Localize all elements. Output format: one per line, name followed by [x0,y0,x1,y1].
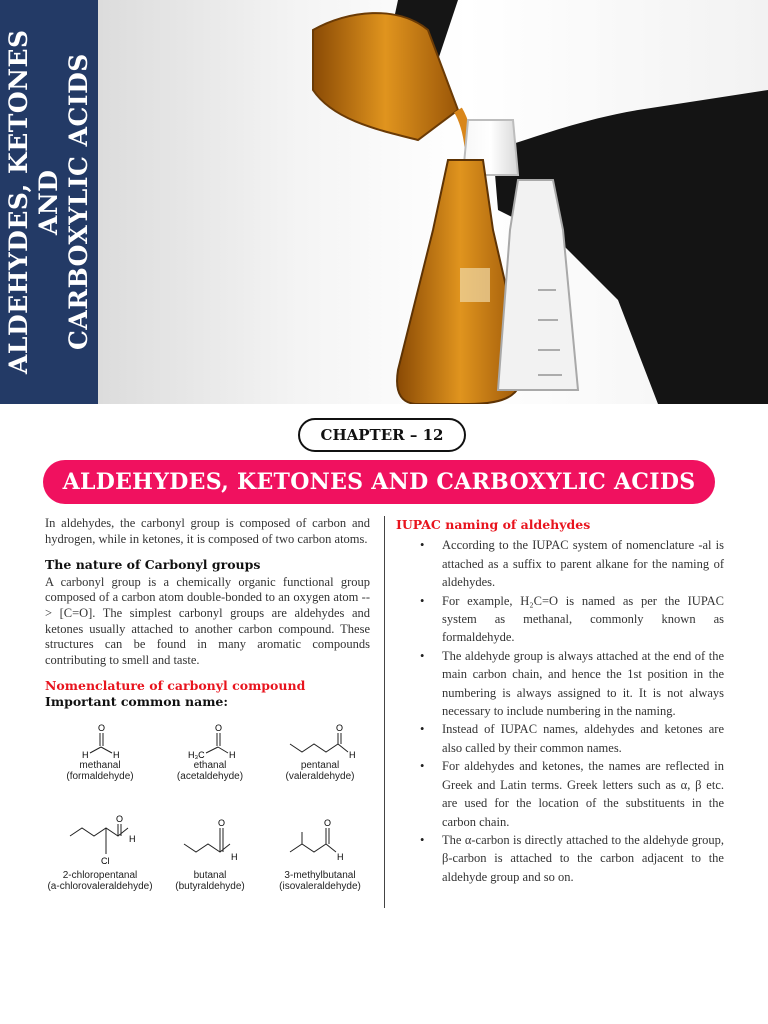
svg-text:H: H [229,750,236,760]
list-item: • The α-carbon is directly attached to the aldehyde group, β-carbon is attached to the carbon adjacent to the aldehyde group and so on. [396,831,724,886]
structure-name: butanal [193,870,227,881]
svg-text:H₃C: H₃C [188,750,205,760]
svg-text:H: H [231,852,238,862]
list-item: • For aldehydes and ketones, the names are reflected in Greek and Latin terms. Greek letters such as α, β etc. are used for the location of the substituents in the carbon chain. [396,757,724,831]
list-item: • According to the IUPAC system of nomenclature -al is attached as a suffix to parent alkane for the naming of aldehydes. [396,536,724,591]
left-column [45,516,370,714]
structure-name: methanal [79,760,121,771]
list-item: • Instead of IUPAC names, aldehydes and ketones are also called by their common names. [396,720,724,757]
svg-text:Cl: Cl [101,856,110,866]
svg-text:O: O [215,723,223,733]
common-names-heading: Important common name: [45,693,228,709]
column-divider [384,516,385,908]
structure-butanal [155,814,265,892]
structure-common: (butyraldehyde) [175,881,245,892]
ethanal-structure-icon [170,722,250,760]
structure-2-chloropentanal [45,814,155,892]
svg-text:O: O [324,818,332,828]
right-column [396,516,724,886]
structure-pentanal [265,722,375,782]
structure-3-methylbutanal [265,814,375,892]
nature-heading: The nature of Carbonyl groups [45,557,261,573]
svg-text:H: H [113,750,120,760]
svg-text:H: H [129,834,136,844]
intro-paragraph: In aldehydes, the carbonyl group is composed of carbon and hydrogen, while in ketones, it is composed of two carbon atoms. [45,516,370,546]
svg-text:H: H [337,852,344,862]
chapter-label: CHAPTER – 12 [298,418,466,452]
iupac-bullet-list [396,536,724,886]
structure-name: 3-methylbutanal [284,870,356,881]
structure-name: 2-chloropentanal [62,870,138,881]
svg-text:O: O [218,818,226,828]
structure-common: (formaldehyde) [66,771,134,782]
banner-photo [98,0,768,404]
structure-name: pentanal [300,760,340,771]
nomenclature-heading: Nomenclature of carbonyl compound [45,678,306,694]
structure-common: (a-chlorovaleraldehyde) [47,881,153,892]
svg-text:O: O [336,723,344,733]
structure-name: ethanal [193,760,227,771]
svg-text:H: H [82,750,89,760]
svg-text:O: O [98,723,106,733]
methanal-structure-icon [60,722,140,760]
list-item: • For example, H₂C=O is named as per the IUPAC system as methanal, commonly known as formaldehyde. [396,592,724,647]
side-title [0,0,98,404]
nature-paragraph: A carbonyl group is a chemically organic functional group composed of a carbon atom double-bonded to an oxygen atom --> [C=O]. The simplest carbonyl groups are aldehydes and ketones usually attached to another carbon compound. These structures can be found in many aromatic compounds contributing to smell and taste. [45,574,370,667]
svg-text:O: O [116,814,124,824]
iupac-heading: IUPAC naming of aldehydes [396,517,591,532]
pentanal-structure-icon [275,722,365,760]
methylbutanal-structure-icon [275,814,365,870]
structure-methanal [45,722,155,782]
structure-common: (valeraldehyde) [285,771,355,782]
flask-pouring-illustration [98,0,768,404]
side-title-text: ALDEHYDES, KETONES AND CARBOXYLIC ACIDS [4,29,93,375]
page-title: ALDEHYDES, KETONES AND CARBOXYLIC ACIDS [43,460,715,504]
svg-text:H: H [349,750,356,760]
structure-common: (acetaldehyde) [176,771,244,782]
structure-ethanal [155,722,265,782]
structure-common: (isovaleraldehyde) [279,881,361,892]
butanal-structure-icon [170,814,250,870]
list-item: • The aldehyde group is always attached at the end of the main carbon chain, and hence the 1st position in the numbering is always assigned to it. It is not always necessary to include numbering in the naming. [396,647,724,721]
structure-grid [45,722,375,902]
chloropentanal-structure-icon [55,814,145,870]
